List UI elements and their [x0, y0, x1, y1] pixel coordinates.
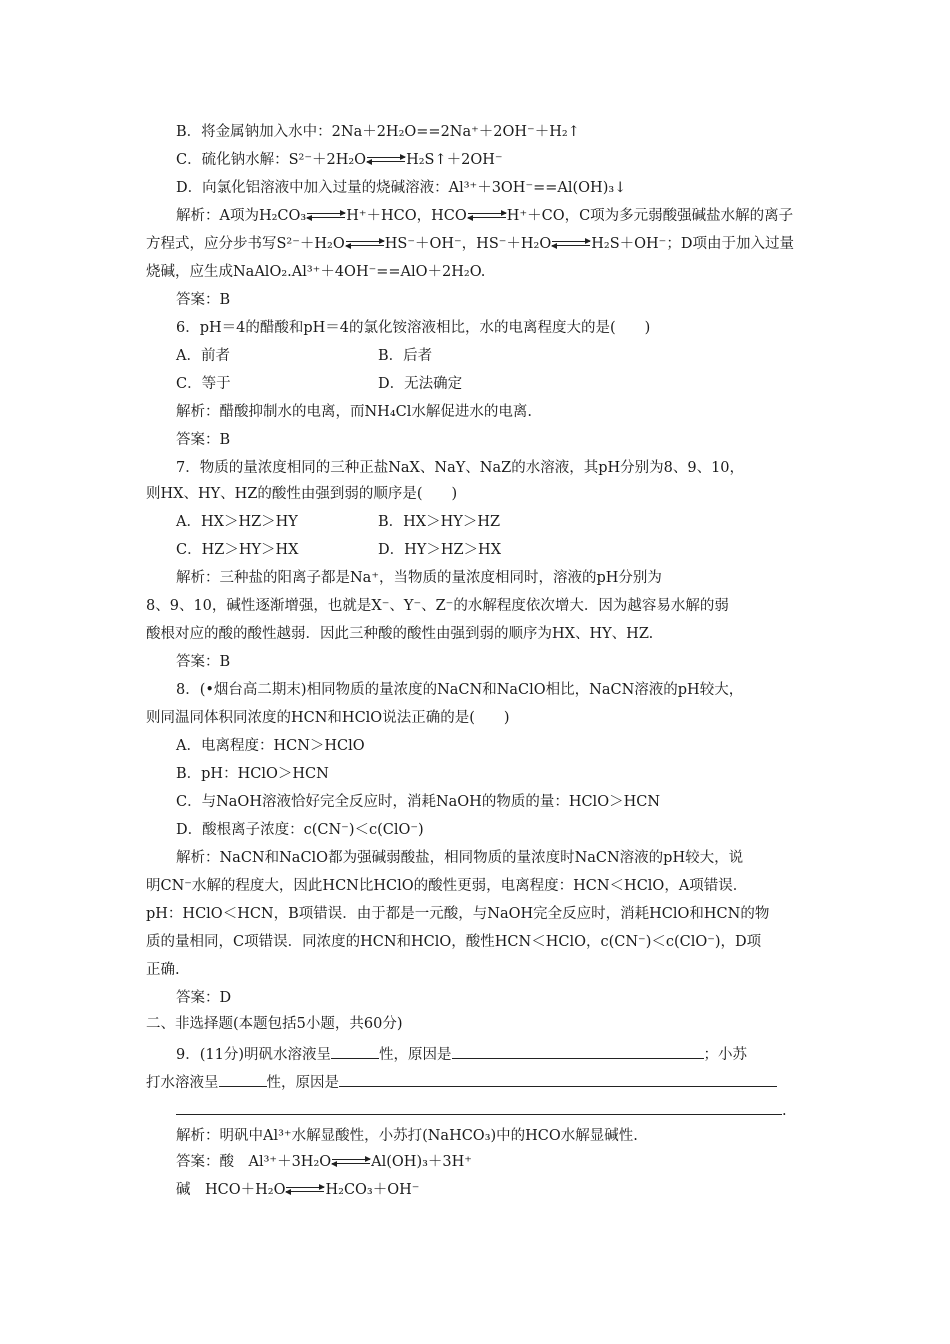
q6-answer: 答案：B	[176, 432, 231, 448]
q6-option-d: D．无法确定	[378, 376, 463, 392]
q7-answer: 答案：B	[176, 654, 231, 670]
q8-explanation-2: 明CN⁻水解的程度大，因此HCN比HClO的酸性更弱，电离程度：HCN＜HClO，A项错误．	[146, 878, 748, 894]
q7-option-c: C．HZ＞HY＞HX	[176, 542, 299, 558]
q9-blank-4[interactable]	[339, 1070, 777, 1087]
q7-explanation-2: 8、9、10，碱性逐渐增强，也就是X⁻、Y⁻、Z⁻的水解程度依次增大．因为越容易水解的弱	[146, 598, 729, 614]
q6-option-c: C．等于	[176, 376, 231, 392]
q6-stem: 6．pH＝4的醋酸和pH＝4的氯化铵溶液相比，水的电离程度大的是( )	[176, 320, 651, 336]
q5-option-d: D．向氯化铝溶液中加入过量的烧碱溶液：Al³⁺＋3OH⁻==Al(OH)₃↓	[176, 180, 627, 196]
q8-option-b: B．pH：HClO＞HCN	[176, 766, 329, 782]
q8-option-c: C．与NaOH溶液恰好完全反应时，消耗NaOH的物质的量：HClO＞HCN	[176, 794, 661, 810]
equilibrium-arrow-icon	[307, 211, 345, 221]
q9-answer-1: 答案：酸 Al³⁺＋3H₂O Al(OH)₃＋3H⁺	[176, 1154, 472, 1170]
q6-options-row-2	[176, 374, 776, 394]
q7-options-row-2	[176, 540, 776, 560]
q5-option-b: B．将金属钠加入水中：2Na＋2H₂O==2Na⁺＋2OH⁻＋H₂↑	[176, 124, 580, 140]
q9-blank-1[interactable]	[331, 1042, 379, 1059]
q8-explanation-1: 解析：NaCN和NaClO都为强碱弱酸盐，相同物质的量浓度时NaCN溶液的pH较大，说	[176, 850, 744, 866]
q5-explanation-2: 方程式，应分步书写S²⁻＋H₂O HS⁻＋OH⁻，HS⁻＋H₂O H₂S＋OH⁻；D项由于加入过量	[146, 236, 794, 252]
section-heading: 二、非选择题(本题包括5小题，共60分)	[146, 1016, 403, 1032]
q6-explanation: 解析：醋酸抑制水的电离，而NH₄Cl水解促进水的电离.	[176, 404, 532, 420]
q8-answer: 答案：D	[176, 990, 232, 1006]
q6-option-a: A．前者	[176, 348, 230, 364]
q9-answer-2: 碱 HCO＋H₂O H₂CO₃＋OH⁻	[176, 1182, 420, 1198]
q7-options-row-1	[176, 512, 776, 532]
q9-blank-5[interactable]	[176, 1098, 782, 1115]
q8-stem-2: 则同温同体积同浓度的HCN和HClO说法正确的是( )	[146, 710, 510, 726]
equilibrium-arrow-icon	[552, 239, 590, 249]
q9-stem-2: 打水溶液呈 性，原因是	[146, 1070, 777, 1090]
q7-stem-2: 则HX、HY、HZ的酸性由强到弱的顺序是( )	[146, 486, 458, 502]
q6-options-row-1	[176, 346, 776, 366]
q5-explanation-3: 烧碱，应生成NaAlO₂.Al³⁺＋4OH⁻==AlO＋2H₂O.	[146, 264, 486, 280]
q7-stem-1: 7．物质的量浓度相同的三种正盐NaX、NaY、NaZ的水溶液，其pH分别为8、9、10，	[176, 460, 745, 476]
q5-answer: 答案：B	[176, 292, 231, 308]
q8-explanation-3: pH：HClO＜HCN，B项错误．由于都是一元酸，与NaOH完全反应时，消耗HClO和HCN的物	[146, 906, 770, 922]
q9-stem-1: 9．(11分)明矾水溶液呈 性，原因是 ；小苏	[176, 1042, 747, 1062]
q8-option-a: A．电离程度：HCN＞HClO	[176, 738, 365, 754]
equilibrium-arrow-icon	[468, 211, 506, 221]
q9-blank-3[interactable]	[219, 1070, 267, 1087]
q9-stem-3: .	[176, 1098, 787, 1118]
equilibrium-arrow-icon	[332, 1157, 370, 1167]
q7-option-d: D．HY＞HZ＞HX	[378, 542, 502, 558]
equilibrium-arrow-icon	[367, 155, 405, 165]
q7-explanation-3: 酸根对应的酸的酸性越弱．因此三种酸的酸性由强到弱的顺序为HX、HY、HZ.	[146, 626, 654, 642]
q5-explanation-1: 解析：A项为H₂CO₃ H⁺＋HCO，HCO H⁺＋CO，C项为多元弱酸强碱盐水解的离子	[176, 208, 794, 224]
q7-explanation-1: 解析：三种盐的阳离子都是Na⁺，当物质的量浓度相同时，溶液的pH分别为	[176, 570, 662, 586]
q8-explanation-4: 质的量相同，C项错误．同浓度的HCN和HClO，酸性HCN＜HClO，c(CN⁻)＜c(ClO⁻)，D项	[146, 934, 762, 950]
q6-option-b: B．后者	[378, 348, 433, 364]
q8-stem-1: 8．(•烟台高二期末)相同物质的量浓度的NaCN和NaClO相比，NaCN溶液的pH较大，	[176, 682, 744, 698]
q9-blank-2[interactable]	[452, 1042, 704, 1059]
q9-explanation: 解析：明矾中Al³⁺水解显酸性，小苏打(NaHCO₃)中的HCO水解显碱性.	[176, 1128, 638, 1144]
q5-option-c: C．硫化钠水解：S²⁻＋2H₂O H₂S↑＋2OH⁻	[176, 152, 503, 168]
equilibrium-arrow-icon	[346, 239, 384, 249]
q7-option-a: A．HX＞HZ＞HY	[176, 514, 298, 530]
q8-option-d: D．酸根离子浓度：c(CN⁻)＜c(ClO⁻)	[176, 822, 424, 838]
q7-option-b: B．HX＞HY＞HZ	[378, 514, 501, 530]
equilibrium-arrow-icon	[286, 1185, 324, 1195]
q8-explanation-5: 正确.	[146, 962, 180, 978]
